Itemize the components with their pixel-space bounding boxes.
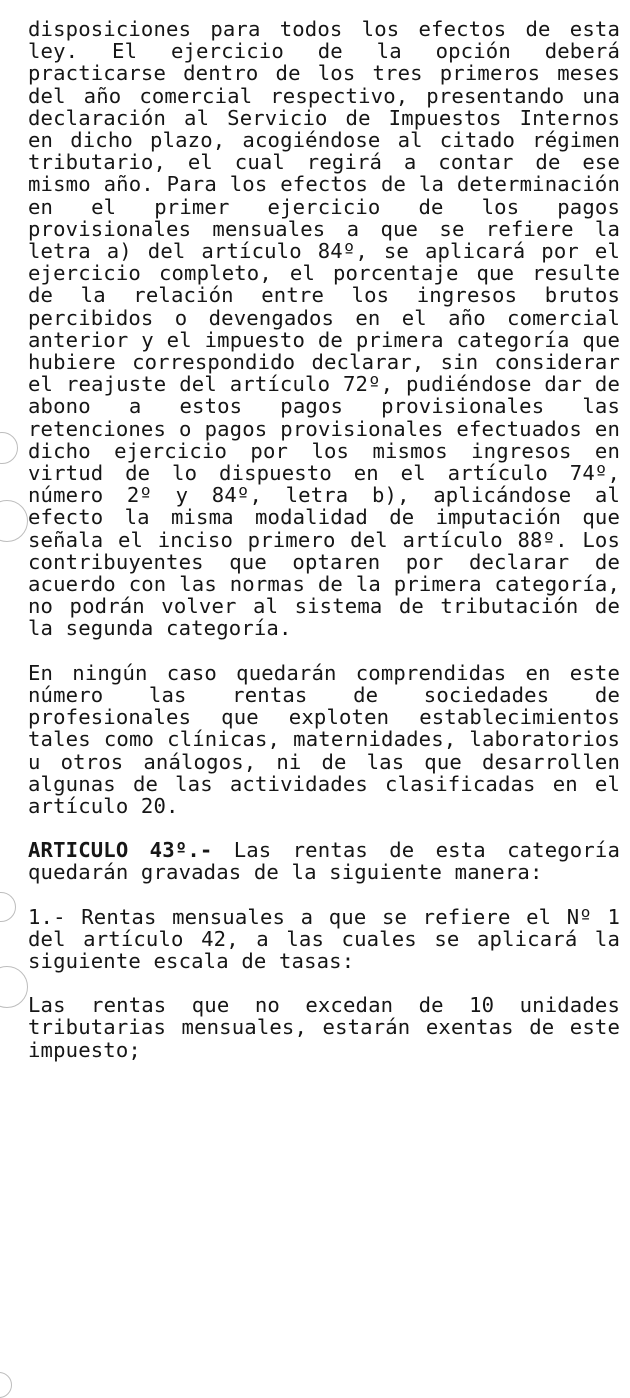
scan-hole-mark [0, 892, 16, 922]
paragraph-exclusion-sociedades: En ningún caso quedarán comprendidas en este número las rentas de sociedades de profesionales que exploten establecimientos tales como clínicas, maternidades, laboratorios u otros análogos, ni de las que desarrollen algunas de las actividades clasificadas en el artículo 20. [28, 660, 620, 818]
scan-hole-mark [0, 432, 18, 464]
paragraph-opcion-regimen: disposiciones para todos los efectos de esta ley. El ejercicio de la opción deberá practicarse dentro de los tres primeros meses del año comercial respectivo, presentando una declaración al Servicio de Impuestos Internos en dicho plazo, acogiéndose al citado régimen tributario, el cual regirá a contar de ese mismo año. Para los efectos de la determinación en el primer ejercicio de los pagos provisionales mensuales a que se refiere la letra a) del artículo 84º, se aplicará por el ejercicio completo, el porcentaje que resulte de la relación entre los ingresos brutos percibidos o devengados en el año comercial anterior y el impuesto de primera categoría que hubiere correspondido declarar, sin considerar el reajuste del artículo 72º, pudiéndose dar de abono a estos pagos provisionales las retenciones o pagos provisionales efectuados en dicho ejercicio por los mismos ingresos en virtud de lo dispuesto en el artículo 74º, número 2º y 84º, letra b), aplicándose al efecto la misma modalidad de imputación que señala el inciso primero del artículo 88º. Los contribuyentes que optaren por declarar de acuerdo con las normas de la primera categoría, no podrán volver al sistema de tributación de la segunda categoría. [28, 17, 620, 641]
article-43-body: Las rentas de esta categoría quedarán gravadas de la siguiente manera: [28, 838, 620, 885]
article-heading: ARTICULO 43º.- [28, 838, 213, 863]
scan-hole-mark [0, 966, 28, 1008]
document-page [28, 18, 620, 1061]
paragraph-articulo-43 [28, 839, 620, 883]
paragraph-rentas-mensuales: 1.- Rentas mensuales a que se refiere el Nº 1 del artículo 42, a las cuales se aplicará la siguiente escala de tasas: [28, 904, 620, 973]
scan-hole-mark [0, 500, 28, 542]
scan-hole-mark [0, 1372, 12, 1398]
paragraph-rentas-exentas: Las rentas que no excedan de 10 unidades tributarias mensuales, estarán exentas de este impuesto; [28, 993, 620, 1062]
